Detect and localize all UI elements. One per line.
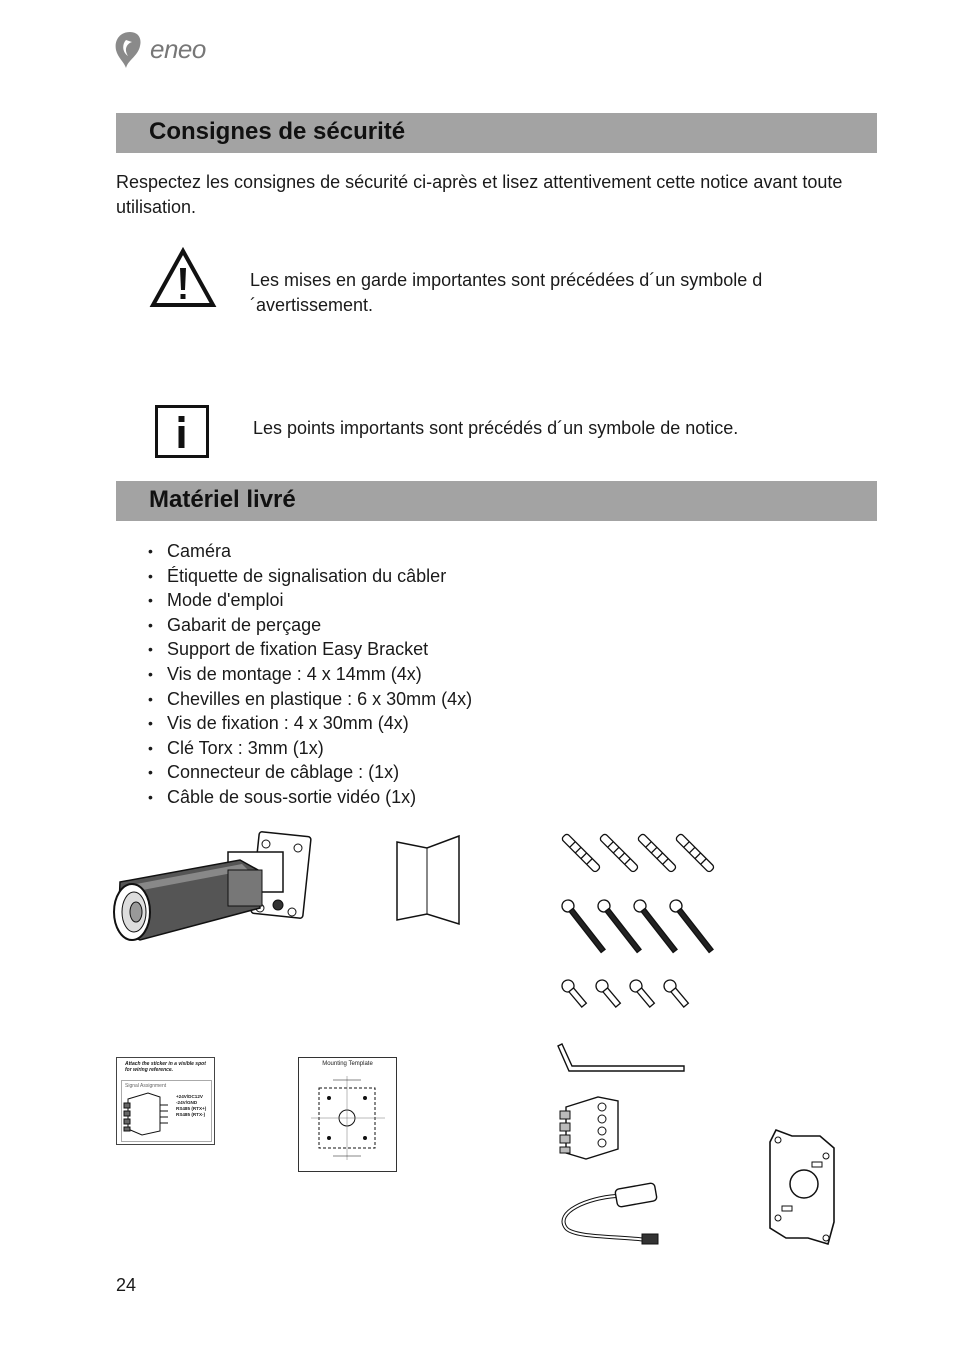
mounting-screws-illustration [560,978,700,1010]
sticker-connector-icon [124,1091,168,1137]
safety-intro: Respectez les consignes de sécurité ci-après et lisez attentivement cette notice avant toute utilisation. [116,172,843,217]
list-item: • Câble de sous-sortie vidéo (1x) [148,785,472,810]
video-cable-illustration [558,1178,668,1250]
section-header-delivery [116,481,877,521]
wiring-sticker [116,1057,215,1145]
list-item: • Gabarit de perçage [148,613,472,638]
manual-illustration [393,832,463,927]
list-item: • Connecteur de câblage : (1x) [148,760,472,785]
easy-bracket-illustration [764,1126,840,1248]
mounting-template [298,1057,397,1172]
list-item: • Étiquette de signalisation du câbler [148,564,472,589]
section-title-safety: Consignes de sécurité [149,118,406,145]
sticker-note: Attach the sticker in a visible spot for wiring reference. [125,1061,206,1073]
sticker-heading: Signal Assignment [125,1083,167,1089]
list-item: • Caméra [148,539,472,564]
list-item: • Mode d'emploi [148,588,472,613]
info-icon [155,405,209,458]
list-item: • Vis de montage : 4 x 14mm (4x) [148,662,472,687]
template-drawing [309,1072,387,1164]
list-item: • Vis de fixation : 4 x 30mm (4x) [148,711,472,736]
list-item: • Support de fixation Easy Bracket [148,637,472,662]
eneo-logo-icon [112,30,148,70]
template-title: Mounting Template [322,1061,373,1067]
fixing-screws-illustration [560,900,720,952]
sticker-line: RS485 (RTX+) [176,1106,207,1111]
delivery-list [148,539,472,810]
torx-key-illustration [558,1040,690,1074]
section-title-delivery: Matériel livré [149,486,296,513]
wiring-connector-illustration [558,1093,638,1163]
warning-text: Les mises en garde importantes sont précédées d´un symbole d´avertissement. [250,270,763,315]
wall-plugs-illustration [558,834,718,884]
eneo-logo [112,30,232,72]
sticker-line: +24V/DC12V [176,1094,203,1099]
page-number: 24 [116,1275,137,1295]
list-item: • Chevilles en plastique : 6 x 30mm (4x) [148,687,472,712]
sticker-line: -24V/GND [176,1100,198,1105]
notice-text: Les points importants sont précédés d´un symbole de notice. [253,418,739,438]
section-header-safety [116,113,877,153]
camera-illustration [110,830,315,950]
list-item: • Clé Torx : 3mm (1x) [148,736,472,761]
warning-icon [150,248,216,308]
sticker-line: RS485 (RTX-) [176,1112,206,1117]
logo-text: eneo [150,34,206,64]
